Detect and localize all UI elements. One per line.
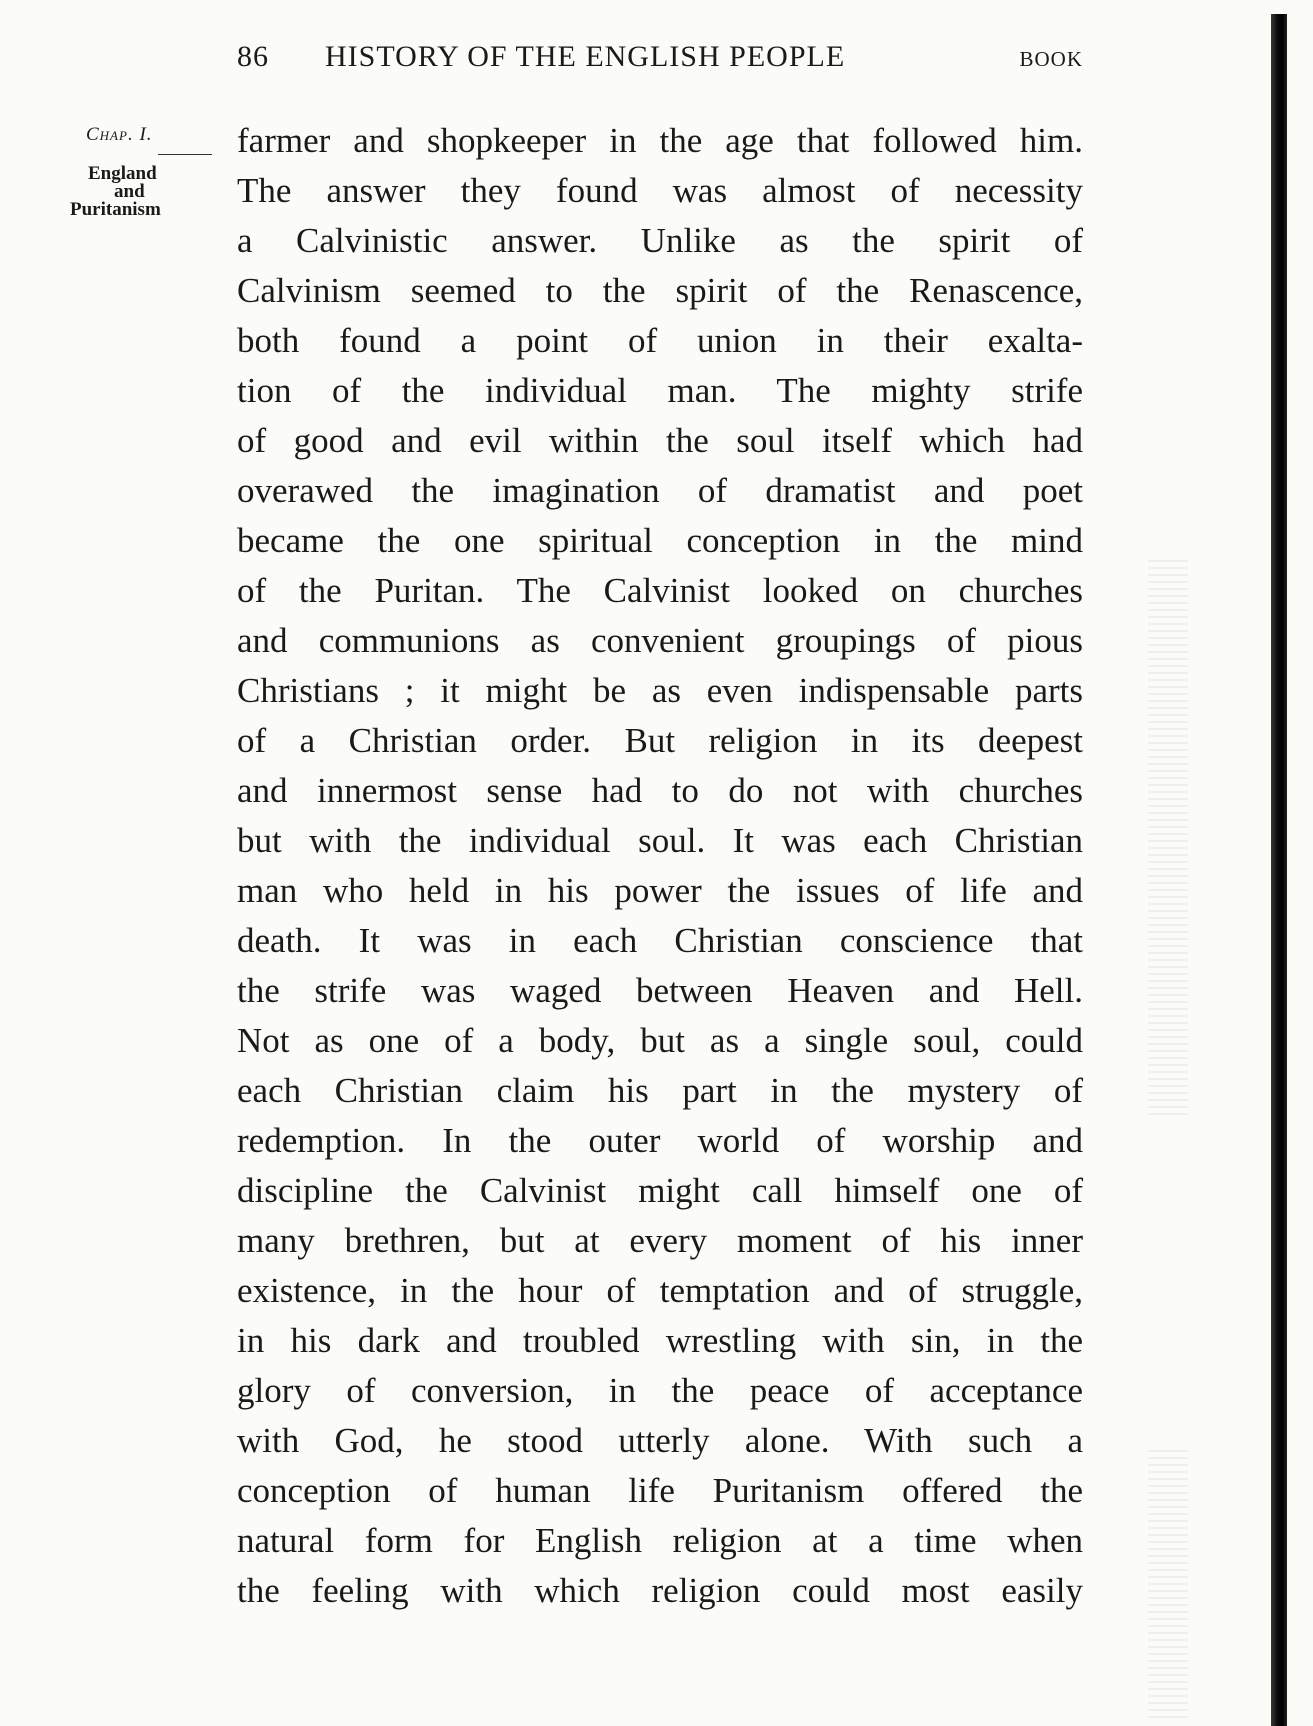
text-line: natural form for English religion at a time when [237,1521,1083,1560]
text-line: many brethren, but at every moment of his inner [237,1221,1083,1260]
chapter-label: Chap. I. [86,124,153,145]
text-line: the strife was waged between Heaven and Hell. [237,971,1083,1010]
text-line: existence, in the hour of temptation and of struggle, [237,1271,1083,1310]
text-line: of the Puritan. The Calvinist looked on churches [237,571,1083,610]
text-line: and innermost sense had to do not with churches [237,771,1083,810]
text-line: farmer and shopkeeper in the age that followed him. [237,121,1083,160]
text-line: discipline the Calvinist might call himself one of [237,1171,1083,1210]
margin-note-line: England [88,163,157,184]
page-number: 86 [237,40,269,73]
text-line: and communions as convenient groupings of pious [237,621,1083,660]
running-title: HISTORY OF THE ENGLISH PEOPLE [325,40,846,73]
text-line: man who held in his power the issues of life and [237,871,1083,910]
margin-note-line: Puritanism [70,199,161,220]
text-line: redemption. In the outer world of worship and [237,1121,1083,1160]
margin-note-line: and [114,181,145,202]
text-line: each Christian claim his part in the mystery of [237,1071,1083,1110]
text-line: became the one spiritual conception in the mind [237,521,1083,560]
text-line: of good and evil within the soul itself which had [237,421,1083,460]
text-line: a Calvinistic answer. Unlike as the spirit of [237,221,1083,260]
text-line: conception of human life Puritanism offered the [237,1471,1083,1510]
text-line: in his dark and troubled wrestling with sin, in the [237,1321,1083,1360]
body-text [237,116,1083,1616]
scan-gutter-shadow [1148,1450,1188,1720]
text-line: but with the individual soul. It was each Christian [237,821,1083,860]
text-line: Not as one of a body, but as a single soul, could [237,1021,1083,1060]
text-line: Calvinism seemed to the spirit of the Renascence, [237,271,1083,310]
text-line: with God, he stood utterly alone. With such a [237,1421,1083,1460]
text-line: glory of conversion, in the peace of acceptance [237,1371,1083,1410]
page-binding-edge [1271,14,1287,1726]
text-line: the feeling with which religion could most easily [237,1571,1083,1610]
text-line: overawed the imagination of dramatist and poet [237,471,1083,510]
text-line: death. It was in each Christian conscience that [237,921,1083,960]
text-line: of a Christian order. But religion in its deepest [237,721,1083,760]
text-line: Christians ; it might be as even indispensable parts [237,671,1083,710]
book-label: BOOK [1019,47,1083,71]
text-line: both found a point of union in their exalta- [237,321,1083,360]
scan-gutter-shadow [1148,560,1188,1120]
text-line: tion of the individual man. The mighty strife [237,371,1083,410]
margin-divider [158,154,212,155]
text-line: The answer they found was almost of necessity [237,171,1083,210]
margin-note [68,124,218,219]
page-header [237,40,1083,80]
